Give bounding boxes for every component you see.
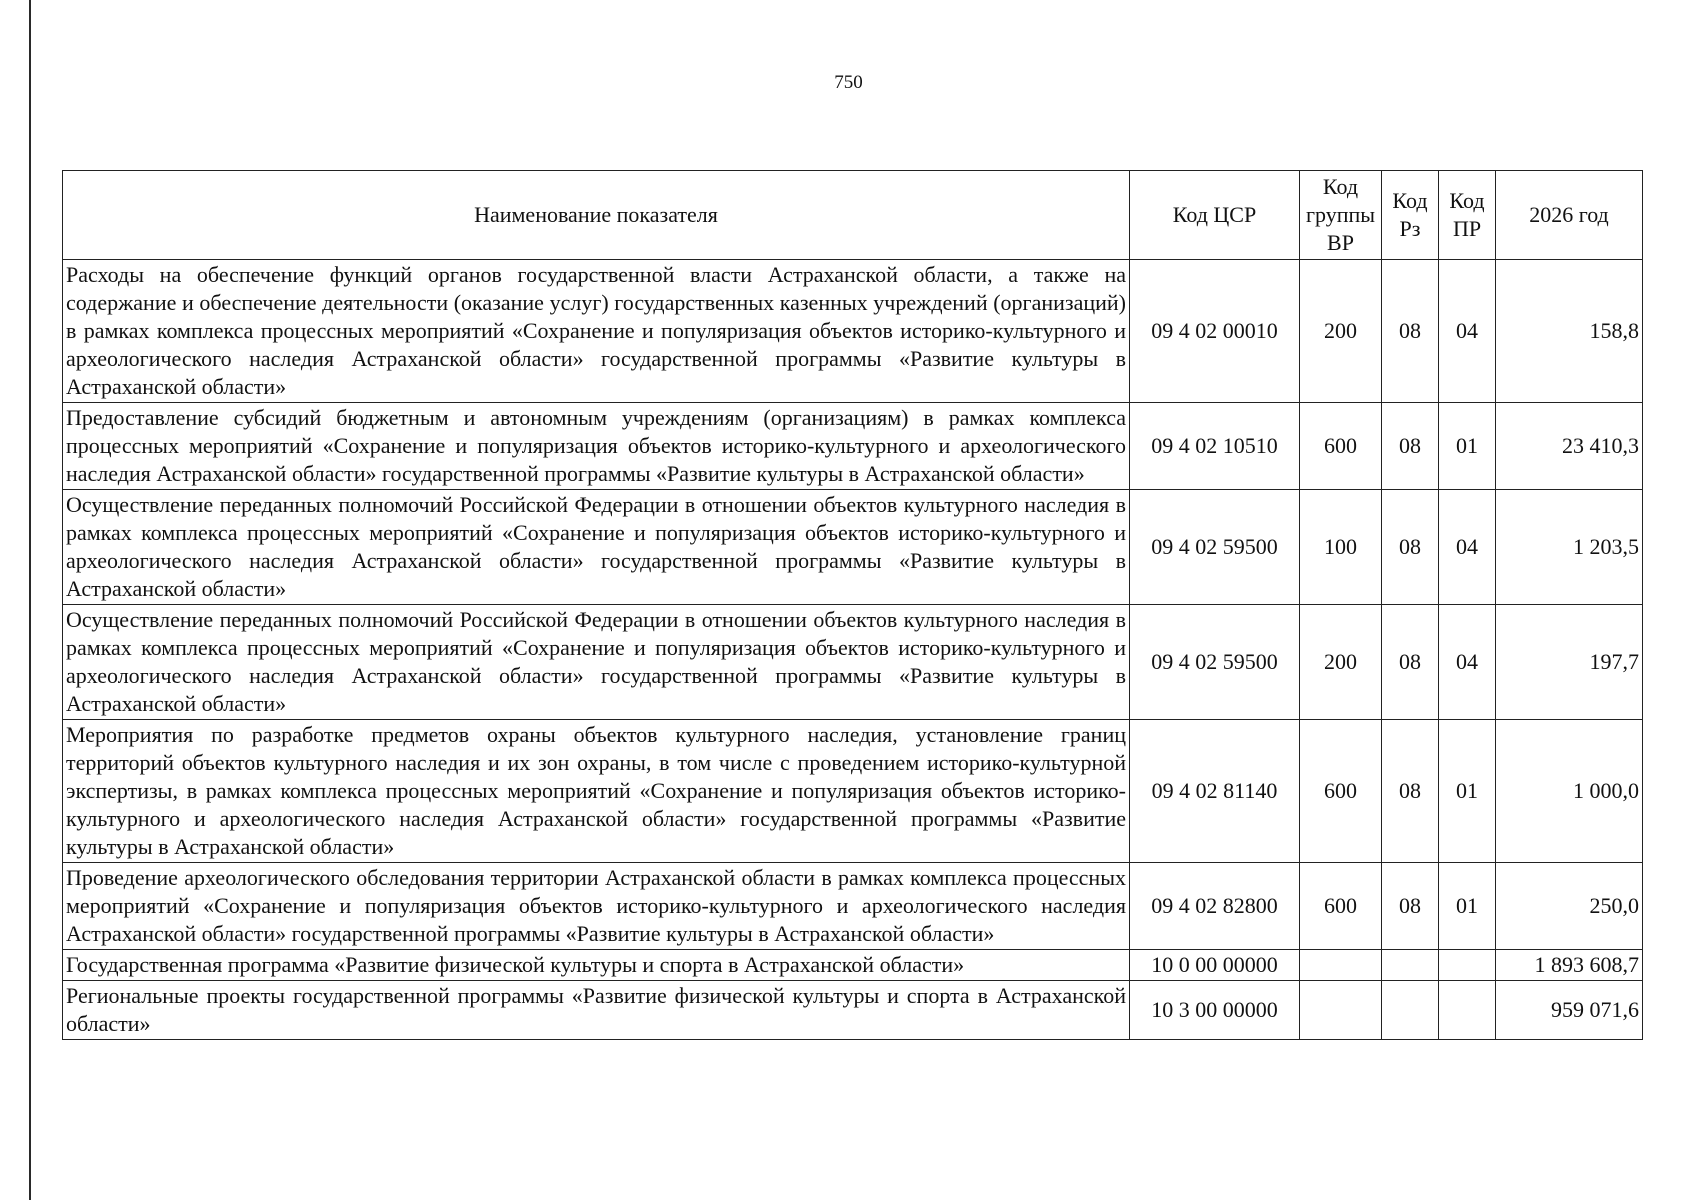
row-amount: 197,7 bbox=[1496, 605, 1643, 720]
row-rz: 08 bbox=[1382, 863, 1439, 950]
row-amount: 1 893 608,7 bbox=[1496, 950, 1643, 981]
row-rz: 08 bbox=[1382, 260, 1439, 403]
row-rz: 08 bbox=[1382, 490, 1439, 605]
row-pr: 01 bbox=[1439, 403, 1496, 490]
row-name: Региональные проекты государственной программы «Развитие физической культуры и спорта в Астраханской области» bbox=[63, 981, 1130, 1040]
page-number: 750 bbox=[834, 72, 863, 93]
row-pr bbox=[1439, 981, 1496, 1040]
row-amount: 250,0 bbox=[1496, 863, 1643, 950]
row-vr: 600 bbox=[1300, 720, 1382, 863]
row-vr bbox=[1300, 950, 1382, 981]
row-amount: 1 000,0 bbox=[1496, 720, 1643, 863]
row-amount: 23 410,3 bbox=[1496, 403, 1643, 490]
budget-table bbox=[62, 170, 1643, 1040]
row-amount: 1 203,5 bbox=[1496, 490, 1643, 605]
row-csr: 09 4 02 82800 bbox=[1130, 863, 1300, 950]
table-row bbox=[63, 605, 1643, 720]
table-row bbox=[63, 720, 1643, 863]
row-vr: 100 bbox=[1300, 490, 1382, 605]
row-name: Проведение археологического обследования территории Астраханской области в рамках комплекса процессных мероприятий «Сохранение и популяризация объектов историко-культурного и археологического наследия Астраханской области» государственной программы «Развитие культуры в Астраханской области» bbox=[63, 863, 1130, 950]
row-vr: 200 bbox=[1300, 260, 1382, 403]
table-row bbox=[63, 981, 1643, 1040]
row-name: Расходы на обеспечение функций органов государственной власти Астраханской области, а также на содержание и обеспечение деятельности (оказание услуг) государственных казенных учреждений (организаций) в рамках комплекса процессных мероприятий «Сохранение и популяризация объектов историко-культурного и археологического наследия Астраханской области» государственной программы «Развитие культуры в Астраханской области» bbox=[63, 260, 1130, 403]
row-vr: 600 bbox=[1300, 863, 1382, 950]
header-name: Наименование показателя bbox=[63, 171, 1130, 260]
row-name: Мероприятия по разработке предметов охраны объектов культурного наследия, установление границ территорий объектов культурного наследия и их зон охраны, в том числе с проведением историко-культурной экспертизы, в рамках комплекса процессных мероприятий «Сохранение и популяризация объектов историко-культурного и археологического наследия Астраханской области» государственной программы «Развитие культуры в Астраханской области» bbox=[63, 720, 1130, 863]
row-rz bbox=[1382, 981, 1439, 1040]
row-vr: 600 bbox=[1300, 403, 1382, 490]
table-row bbox=[63, 260, 1643, 403]
row-rz: 08 bbox=[1382, 605, 1439, 720]
row-name: Государственная программа «Развитие физической культуры и спорта в Астраханской области» bbox=[63, 950, 1130, 981]
row-vr: 200 bbox=[1300, 605, 1382, 720]
row-vr bbox=[1300, 981, 1382, 1040]
row-csr: 10 3 00 00000 bbox=[1130, 981, 1300, 1040]
header-rz: Код Рз bbox=[1382, 171, 1439, 260]
page-edge-rule bbox=[29, 0, 31, 1200]
row-pr: 04 bbox=[1439, 490, 1496, 605]
row-pr: 01 bbox=[1439, 863, 1496, 950]
row-csr: 09 4 02 59500 bbox=[1130, 605, 1300, 720]
table-row bbox=[63, 863, 1643, 950]
header-csr: Код ЦСР bbox=[1130, 171, 1300, 260]
table-row bbox=[63, 950, 1643, 981]
table-row bbox=[63, 490, 1643, 605]
row-csr: 09 4 02 59500 bbox=[1130, 490, 1300, 605]
header-vr: Код группы ВР bbox=[1300, 171, 1382, 260]
table-row bbox=[63, 403, 1643, 490]
header-year: 2026 год bbox=[1496, 171, 1643, 260]
row-csr: 09 4 02 81140 bbox=[1130, 720, 1300, 863]
row-name: Осуществление переданных полномочий Российской Федерации в отношении объектов культурного наследия в рамках комплекса процессных мероприятий «Сохранение и популяризация объектов историко-культурного и археологического наследия Астраханской области» государственной программы «Развитие культуры в Астраханской области» bbox=[63, 605, 1130, 720]
row-csr: 10 0 00 00000 bbox=[1130, 950, 1300, 981]
row-csr: 09 4 02 00010 bbox=[1130, 260, 1300, 403]
header-pr: Код ПР bbox=[1439, 171, 1496, 260]
row-pr: 04 bbox=[1439, 260, 1496, 403]
row-amount: 158,8 bbox=[1496, 260, 1643, 403]
row-csr: 09 4 02 10510 bbox=[1130, 403, 1300, 490]
row-rz: 08 bbox=[1382, 720, 1439, 863]
row-name: Предоставление субсидий бюджетным и автономным учреждениям (организациям) в рамках комплекса процессных мероприятий «Сохранение и популяризация объектов историко-культурного и археологического наследия Астраханской области» государственной программы «Развитие культуры в Астраханской области» bbox=[63, 403, 1130, 490]
row-rz: 08 bbox=[1382, 403, 1439, 490]
row-rz bbox=[1382, 950, 1439, 981]
row-pr: 04 bbox=[1439, 605, 1496, 720]
row-pr: 01 bbox=[1439, 720, 1496, 863]
row-pr bbox=[1439, 950, 1496, 981]
row-amount: 959 071,6 bbox=[1496, 981, 1643, 1040]
row-name: Осуществление переданных полномочий Российской Федерации в отношении объектов культурного наследия в рамках комплекса процессных мероприятий «Сохранение и популяризация объектов историко-культурного и археологического наследия Астраханской области» государственной программы «Развитие культуры в Астраханской области» bbox=[63, 490, 1130, 605]
table-header-row bbox=[63, 171, 1643, 260]
